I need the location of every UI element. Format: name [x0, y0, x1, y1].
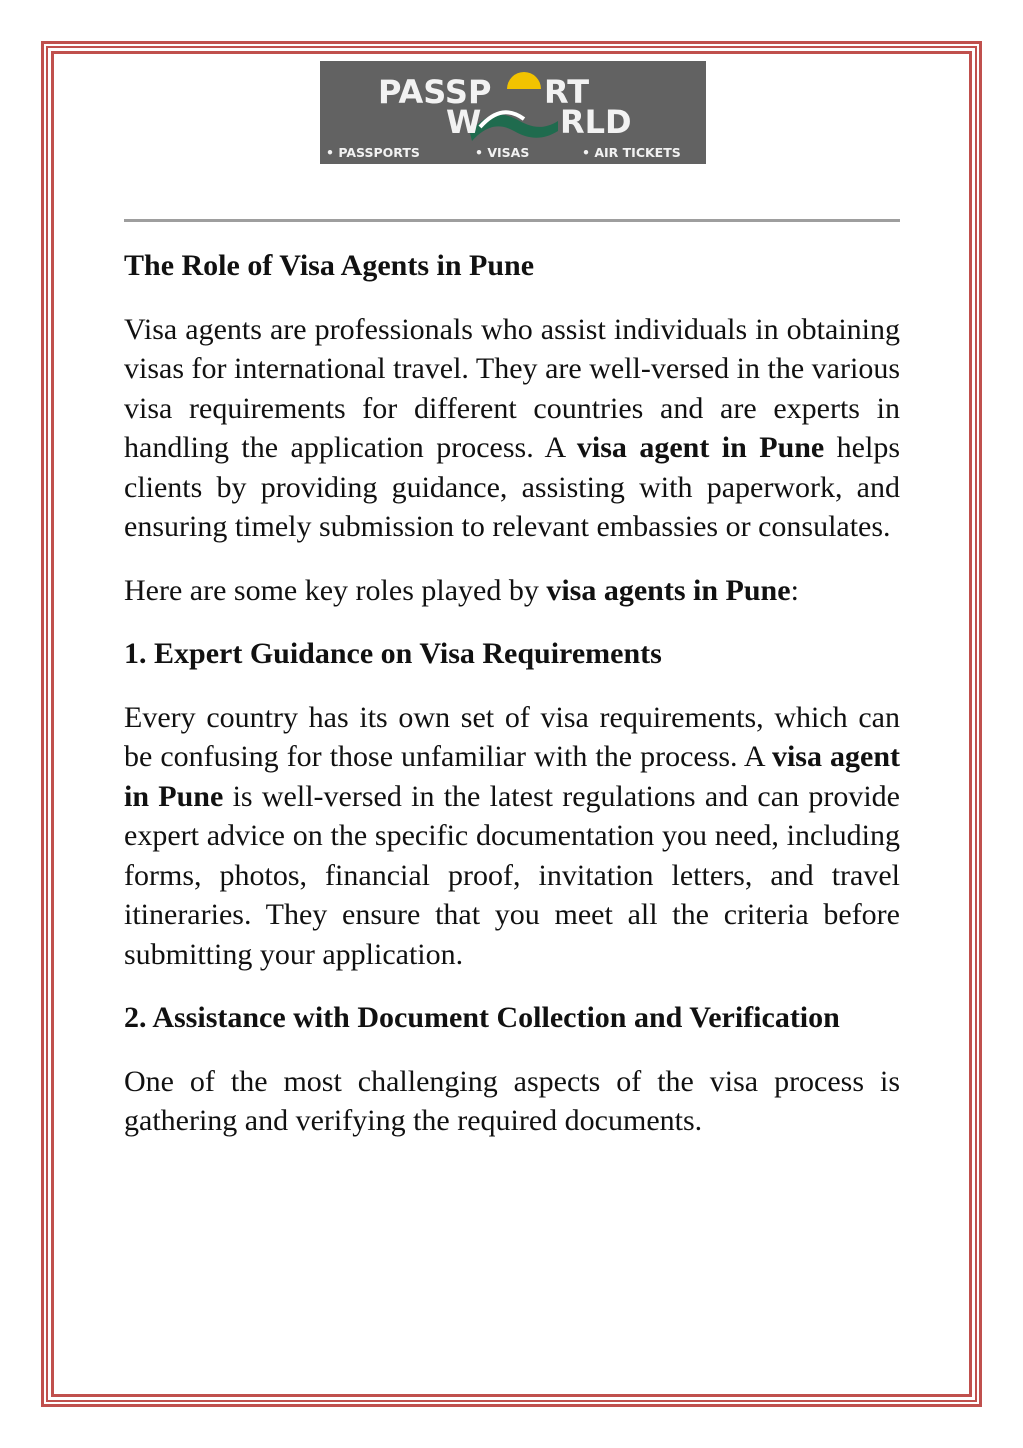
passport-world-logo — [320, 61, 706, 164]
intro-keyword: visa agent in Pune — [576, 431, 825, 464]
section-1-keyword: visa agent in Pune — [124, 740, 900, 813]
lead-keyword: visa agents in Pune — [546, 573, 791, 607]
logo-line2-start: W — [446, 103, 482, 141]
section-1-paragraph: Every country has its own set of visa requirements, which can be confusing for those unfamiliar with the process. A visa agent in Pune is well-versed in the latest regulations and can provide expert advice on the specific documentation you need, including forms, photos, financial proof, invitation letters, and travel itineraries. They ensure that you meet all the criteria before submitting your application. — [124, 700, 900, 971]
intro-paragraph: Visa agents are professionals who assist individuals in obtaining visas for international travel. They are well-versed in the various visa requirements for different countries and are experts in handling the application process. A visa agent in Pune helps clients by providing guidance, assisting with paperwork, and ensuring timely submission to relevant embassies or consulates. — [124, 312, 901, 543]
header-divider — [124, 219, 900, 222]
section-2-heading: 2. Assistance with Document Collection and Verification — [124, 1001, 840, 1034]
logo-line1-end: RT — [544, 73, 590, 111]
logo-tagline-passports: • PASSPORTS — [326, 145, 420, 160]
article-body — [124, 246, 900, 1141]
logo-line2-end: RLD — [560, 103, 632, 141]
lead-paragraph: Here are some key roles played by visa agents in Pune: — [124, 573, 799, 607]
article-title: The Role of Visa Agents in Pune — [124, 249, 535, 282]
section-2-paragraph: One of the most challenging aspects of the visa process is gathering and verifying the required documents. — [124, 1064, 900, 1137]
section-1-heading: 1. Expert Guidance on Visa Requirements — [124, 637, 662, 670]
logo-tagline-air-tickets: • AIR TICKETS — [582, 145, 681, 160]
logo-wave-icon — [470, 115, 558, 141]
logo-line1: PASSP — [378, 73, 492, 111]
logo-tagline-visas: • VISAS — [475, 145, 530, 160]
